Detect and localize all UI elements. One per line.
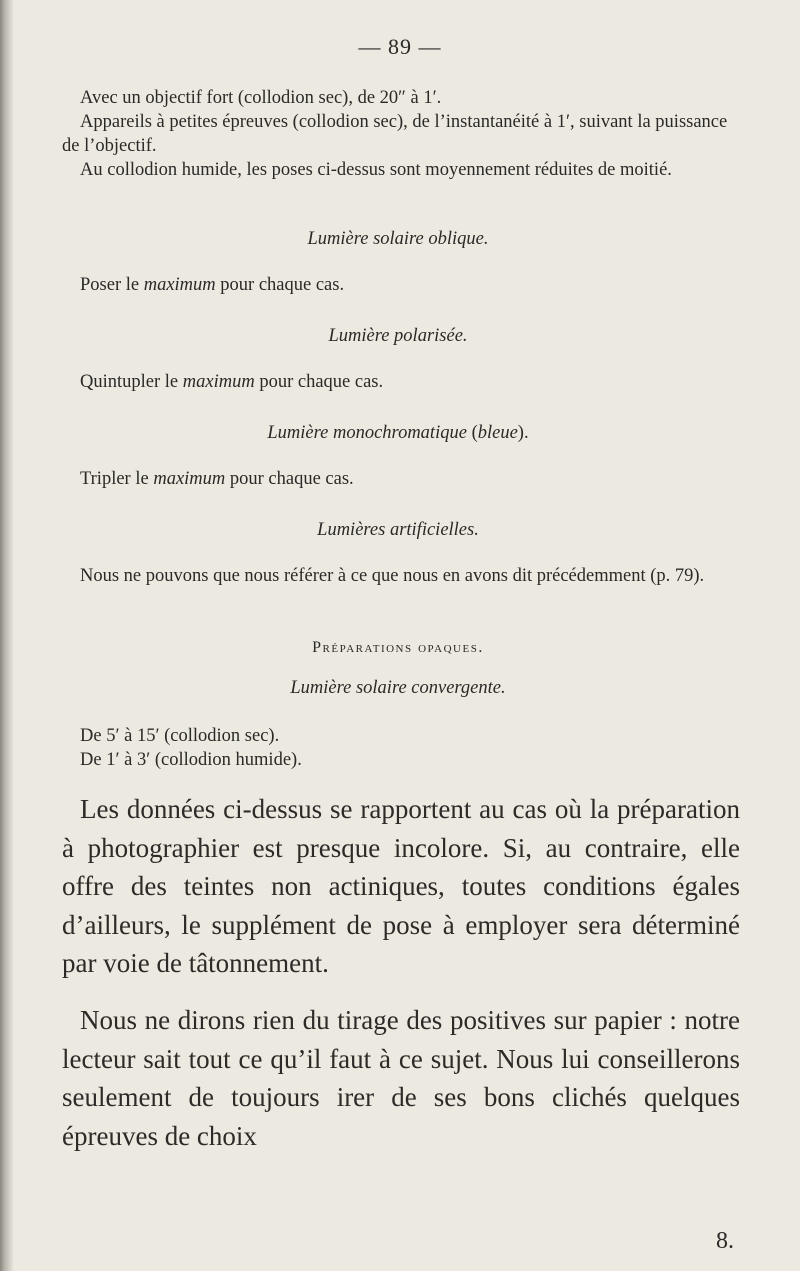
paragraph-collodion-humide: Au collodion humide, les poses ci-dessus sont moyennement réduites de moitié. [80, 160, 672, 180]
paragraph-monochromatique: Tripler le maximum pour chaque cas. [80, 469, 354, 489]
paragraph-oblique: Poser le maximum pour chaque cas. [80, 275, 345, 295]
paragraph-donnees: Les données ci-dessus se rapportent au cas où la préparation à photographier est presque incolore. Si, au contraire, elle offre des teintes non actiniques, toutes conditions égales d’ailleurs, le supplément de pose à employer sera déterminé par voie de tâtonnement. [62, 794, 740, 978]
paragraph-artificielles: Nous ne pouvons que nous référer à ce que nous en avons dit précédemment (p. 79). [80, 566, 705, 586]
heading-lumiere-polarisee: Lumière polarisée. [328, 326, 468, 346]
paragraph-convergente-humide: De 1′ à 3′ (collodion humide). [80, 750, 302, 770]
paragraph-tirage: Nous ne dirons rien du tirage des positives sur papier : notre lecteur sait tout ce qu’il faut à ce sujet. Nous lui conseillerons seulement de toujours irer de ses bons clichés quelques épreuves de choix [62, 1005, 740, 1151]
heading-lumiere-solaire-convergente: Lumière solaire convergente. [290, 678, 506, 698]
signature-mark: 8. [716, 1228, 734, 1254]
paragraph-objectif: Avec un objectif fort (collodion sec), de 20″ à 1′. [80, 88, 442, 108]
page-header: — 89 — [358, 34, 442, 59]
paragraph-convergente-sec: De 5′ à 15′ (collodion sec). [80, 726, 280, 746]
heading-lumieres-artificielles: Lumières artificielles. [317, 520, 479, 540]
paragraph-appareils: Appareils à petites épreuves (collodion sec), de l’instantanéité à 1′, suivant la puissance de l’objectif. [62, 112, 728, 156]
heading-lumiere-solaire-oblique: Lumière solaire oblique. [307, 229, 489, 249]
binding-shadow [0, 0, 14, 1271]
heading-preparations-opaques: Préparations opaques. [312, 639, 484, 656]
paragraph-polarisee: Quintupler le maximum pour chaque cas. [80, 372, 384, 392]
heading-lumiere-monochromatique: Lumière monochromatique (bleue). [267, 423, 529, 443]
